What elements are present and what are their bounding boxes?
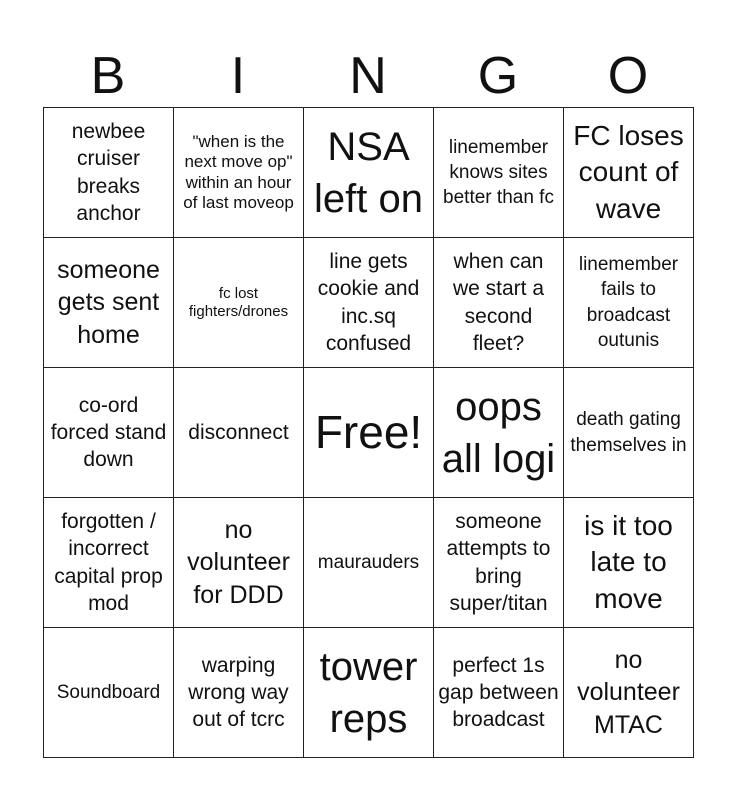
header-letter-b: B <box>90 47 126 105</box>
bingo-cell[interactable]: is it too late to move <box>564 498 694 628</box>
bingo-cell[interactable]: oops all logi <box>434 368 564 498</box>
bingo-cell[interactable]: perfect 1s gap between broadcast <box>434 628 564 758</box>
bingo-cell[interactable]: linemember fails to broadcast outunis <box>564 238 694 368</box>
bingo-cell[interactable]: newbee cruiser breaks anchor <box>44 108 174 238</box>
header-letter-o: O <box>607 47 649 105</box>
bingo-cell[interactable]: warping wrong way out of tcrc <box>174 628 304 758</box>
bingo-header <box>43 44 693 108</box>
header-letter-n: N <box>349 47 387 105</box>
bingo-cell[interactable]: no volunteer for DDD <box>174 498 304 628</box>
bingo-cell[interactable]: no volunteer MTAC <box>564 628 694 758</box>
header-letter-i: I <box>230 47 246 105</box>
bingo-cell[interactable]: tower reps <box>304 628 434 758</box>
bingo-cell[interactable]: maurauders <box>304 498 434 628</box>
bingo-cell[interactable]: forgotten / incorrect capital prop mod <box>44 498 174 628</box>
bingo-cell[interactable]: someone gets sent home <box>44 238 174 368</box>
bingo-cell[interactable]: death gating themselves in <box>564 368 694 498</box>
bingo-cell[interactable]: line gets cookie and inc.sq confused <box>304 238 434 368</box>
header-letter-g: G <box>477 47 519 105</box>
free-space-cell[interactable]: Free! <box>304 368 434 498</box>
bingo-cell[interactable]: co-ord forced stand down <box>44 368 174 498</box>
bingo-cell[interactable]: "when is the next move op" within an hour of last moveop <box>174 108 304 238</box>
bingo-cell[interactable]: disconnect <box>174 368 304 498</box>
bingo-cell[interactable]: someone attempts to bring super/titan <box>434 498 564 628</box>
bingo-cell[interactable]: NSA left on <box>304 108 434 238</box>
bingo-cell[interactable]: FC loses count of wave <box>564 108 694 238</box>
bingo-cell[interactable]: fc lost fighters/drones <box>174 238 304 368</box>
bingo-cell[interactable]: linemember knows sites better than fc <box>434 108 564 238</box>
bingo-cell[interactable]: Soundboard <box>44 628 174 758</box>
bingo-card <box>43 107 694 758</box>
bingo-cell[interactable]: when can we start a second fleet? <box>434 238 564 368</box>
